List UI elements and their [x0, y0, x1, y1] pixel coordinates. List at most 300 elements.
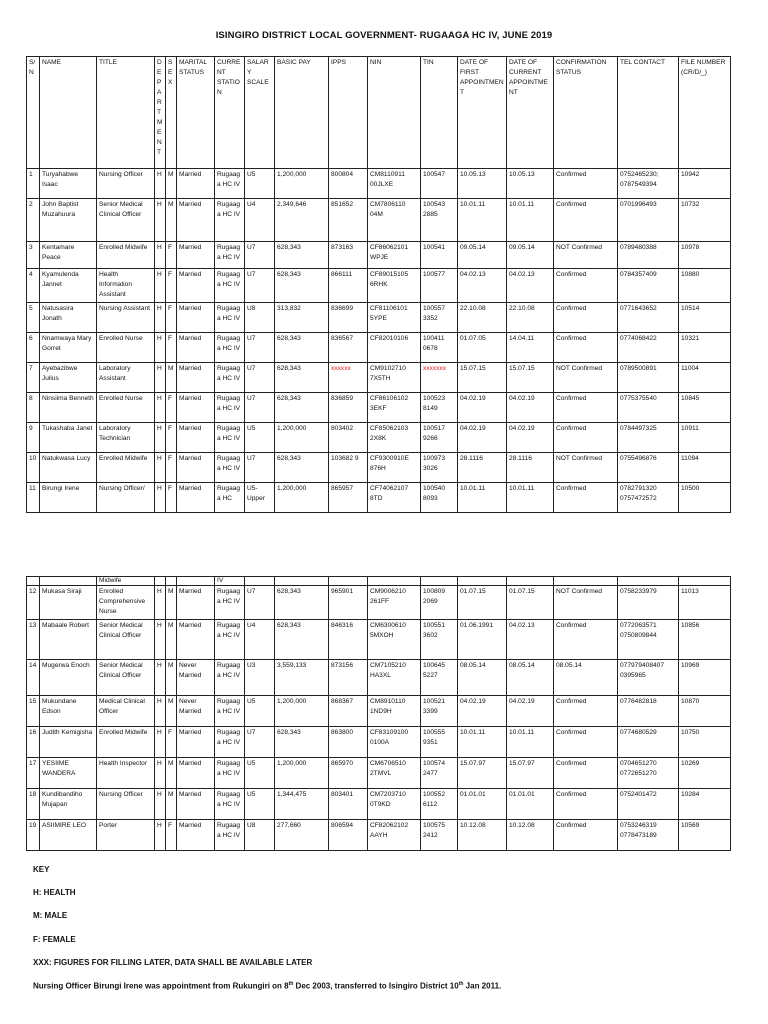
cell-department: H	[155, 333, 166, 363]
cell-first-appointment: 04.02.19	[458, 423, 507, 453]
cell-file-number: 10942	[679, 169, 731, 199]
key-female: F: FEMALE	[33, 935, 76, 944]
cell-basic-pay: 313,832	[275, 303, 329, 333]
cell-sn: 18	[27, 789, 40, 820]
header-ipps: IPPS	[329, 57, 368, 169]
header-department: DEPARTMENT	[155, 57, 166, 169]
cell-file-number: 10911	[679, 423, 731, 453]
cell-ipps	[329, 577, 368, 586]
cell-confirmation-status: Confirmed	[554, 169, 618, 199]
cell-file-number	[679, 577, 731, 586]
cell-name: Turyahabwe Isaac	[40, 169, 97, 199]
table-header-row	[27, 57, 731, 169]
cell-nin: CM8910110 1ND9H	[368, 696, 421, 727]
cell-tel-contact: 0782791320 0757472572	[618, 483, 679, 513]
cell-tel-contact: 0774068422	[618, 333, 679, 363]
cell-sn: 15	[27, 696, 40, 727]
cell-nin: CM7203710 0T9KD	[368, 789, 421, 820]
cell-sex: M	[166, 696, 177, 727]
cell-sn: 10	[27, 453, 40, 483]
table-row	[27, 758, 731, 789]
cell-sex	[166, 577, 177, 586]
cell-tin: 100574 2477	[421, 758, 458, 789]
cell-marital-status: Never Married	[177, 696, 215, 727]
cell-basic-pay: 3,559,133	[275, 660, 329, 696]
cell-first-appointment: 22.10.08	[458, 303, 507, 333]
cell-marital-status: Married	[177, 727, 215, 758]
cell-sex: F	[166, 727, 177, 758]
cell-basic-pay: 628,343	[275, 727, 329, 758]
cell-ipps: 836567	[329, 333, 368, 363]
cell-first-appointment: 04.02.13	[458, 269, 507, 303]
cell-salary-scale: U7	[245, 586, 275, 620]
cell-current-appointment: 01.01.01	[507, 789, 554, 820]
cell-marital-status: Married	[177, 199, 215, 242]
cell-salary-scale: U5	[245, 423, 275, 453]
cell-ipps: 103682 9	[329, 453, 368, 483]
cell-current-appointment: 28.1116	[507, 453, 554, 483]
cell-tin: 100523 8149	[421, 393, 458, 423]
cell-ipps: 965901	[329, 586, 368, 620]
cell-name: Ninsiima Benneth	[40, 393, 97, 423]
header-file-number: FILE NUMBER (CR/D/_)	[679, 57, 731, 169]
cell-file-number: 11004	[679, 363, 731, 393]
cell-confirmation-status: Confirmed	[554, 303, 618, 333]
cell-sn: 12	[27, 586, 40, 620]
cell-confirmation-status	[554, 577, 618, 586]
cell-file-number: 10321	[679, 333, 731, 363]
cell-sex: F	[166, 242, 177, 269]
cell-department: H	[155, 586, 166, 620]
table-row	[27, 727, 731, 758]
note-part-c: Jan 2011.	[463, 981, 502, 991]
cell-current-appointment: 04.02.19	[507, 423, 554, 453]
cell-sn: 17	[27, 758, 40, 789]
cell-marital-status: Married	[177, 423, 215, 453]
cell-confirmation-status: Confirmed	[554, 789, 618, 820]
cell-basic-pay: 1,344,475	[275, 789, 329, 820]
key-male: M: MALE	[33, 911, 68, 920]
cell-file-number: 10969	[679, 660, 731, 696]
cell-current-appointment: 22.10.08	[507, 303, 554, 333]
cell-confirmation-status: 08.05.14	[554, 660, 618, 696]
cell-file-number: 10284	[679, 789, 731, 820]
cell-salary-scale: U7	[245, 393, 275, 423]
cell-title: Enrolled Midwife	[97, 453, 155, 483]
cell-tel-contact: 0784497325	[618, 423, 679, 453]
note-part-b: Dec 2003, transferred to Isingiro District 10	[293, 981, 459, 991]
cell-sn: 2	[27, 199, 40, 242]
cell-basic-pay: 628,343	[275, 333, 329, 363]
cell-first-appointment: 09.05.14	[458, 242, 507, 269]
cell-department: H	[155, 269, 166, 303]
cell-name: YESIIME WANDERA	[40, 758, 97, 789]
cell-current-appointment: 09.05.14	[507, 242, 554, 269]
cell-marital-status: Married	[177, 483, 215, 513]
cell-ipps: 865970	[329, 758, 368, 789]
cell-ipps: 866111	[329, 269, 368, 303]
cell-basic-pay: 628,343	[275, 269, 329, 303]
cell-basic-pay: 2,349,646	[275, 199, 329, 242]
cell-name: Birungi Irene	[40, 483, 97, 513]
cell-sex: M	[166, 660, 177, 696]
cell-salary-scale: U7	[245, 333, 275, 363]
cell-name: Natukwasa Lucy	[40, 453, 97, 483]
header-first-appointment: DATE OF FIRST APPOINTMENT	[458, 57, 507, 169]
cell-department: H	[155, 453, 166, 483]
cell-basic-pay: 628,343	[275, 453, 329, 483]
table-row	[27, 199, 731, 242]
cell-confirmation-status: NOT Confirmed	[554, 363, 618, 393]
cell-ipps: 863800	[329, 727, 368, 758]
cell-sex: F	[166, 453, 177, 483]
cell-ipps: 865957	[329, 483, 368, 513]
table-row	[27, 393, 731, 423]
header-confirmation-status: CONFIRMATION STATUS	[554, 57, 618, 169]
cell-ipps: xxxxxx	[329, 363, 368, 393]
cell-marital-status: Married	[177, 269, 215, 303]
key-heading: KEY	[33, 865, 50, 874]
cell-title: Laboratory Technician	[97, 423, 155, 453]
table-row	[27, 303, 731, 333]
cell-title: Porter	[97, 820, 155, 851]
cell-nin: CF9300910E 876H	[368, 453, 421, 483]
cell-ipps: 868367	[329, 696, 368, 727]
cell-tel-contact: 0701996493	[618, 199, 679, 242]
cell-current-station: Rugaaga HC IV	[215, 453, 245, 483]
cell-ipps: 803401	[329, 789, 368, 820]
cell-current-appointment	[507, 577, 554, 586]
cell-first-appointment: 10.05.13	[458, 169, 507, 199]
key-xxx: XXX: FIGURES FOR FILLING LATER, DATA SHALL BE AVAILABLE LATER	[33, 958, 313, 967]
cell-marital-status: Married	[177, 586, 215, 620]
cell-tin: 100521 3399	[421, 696, 458, 727]
cell-file-number: 11094	[679, 453, 731, 483]
cell-department: H	[155, 423, 166, 453]
cell-department: H	[155, 696, 166, 727]
cell-title: Senior Medical Clinical Officer	[97, 199, 155, 242]
cell-tel-contact: 0753246319 0778473189	[618, 820, 679, 851]
cell-name: Judith Kemigisha	[40, 727, 97, 758]
cell-title: Laboratory Assistant	[97, 363, 155, 393]
cell-tel-contact: 0752465230; 0787549394	[618, 169, 679, 199]
table-row	[27, 453, 731, 483]
cell-file-number: 10856	[679, 620, 731, 660]
cell-confirmation-status: Confirmed	[554, 483, 618, 513]
cell-name: Mugerwa Enoch	[40, 660, 97, 696]
cell-tin	[421, 577, 458, 586]
cell-current-station: Rugaaga HC IV	[215, 789, 245, 820]
cell-marital-status: Married	[177, 393, 215, 423]
cell-first-appointment	[458, 577, 507, 586]
cell-salary-scale	[245, 577, 275, 586]
cell-current-station: Rugaaga HC IV	[215, 199, 245, 242]
cell-first-appointment: 04.02.19	[458, 393, 507, 423]
cell-sn	[27, 577, 40, 586]
cell-first-appointment: 10.01.11	[458, 483, 507, 513]
cell-tin: 100575 2412	[421, 820, 458, 851]
cell-name	[40, 577, 97, 586]
cell-confirmation-status: Confirmed	[554, 199, 618, 242]
cell-ipps: 836699	[329, 303, 368, 333]
cell-confirmation-status: Confirmed	[554, 758, 618, 789]
cell-nin: CF82062102 AAYH	[368, 820, 421, 851]
cell-salary-scale: U7	[245, 242, 275, 269]
header-tel-contact: TEL CONTACT	[618, 57, 679, 169]
table-row	[27, 483, 731, 513]
cell-first-appointment: 15.07.97	[458, 758, 507, 789]
cell-department: H	[155, 660, 166, 696]
cell-current-station: Rugaaga HC IV	[215, 393, 245, 423]
cell-basic-pay	[275, 577, 329, 586]
cell-salary-scale: U5-Upper	[245, 483, 275, 513]
cell-marital-status: Married	[177, 789, 215, 820]
cell-tin: 100577	[421, 269, 458, 303]
cell-sn: 4	[27, 269, 40, 303]
cell-tin: 100543 2885	[421, 199, 458, 242]
cell-sex: M	[166, 363, 177, 393]
cell-nin: CF85062103 2X8K	[368, 423, 421, 453]
cell-title: Enrolled Comprehensive Nurse	[97, 586, 155, 620]
cell-current-appointment: 10.05.13	[507, 169, 554, 199]
cell-current-station: Rugaaga HC IV	[215, 333, 245, 363]
cell-confirmation-status: Confirmed	[554, 820, 618, 851]
cell-confirmation-status: NOT Confirmed	[554, 242, 618, 269]
cell-title: Medical Clinical Officer	[97, 696, 155, 727]
cell-sn: 7	[27, 363, 40, 393]
document-title: ISINGIRO DISTRICT LOCAL GOVERNMENT- RUGAAGA HC IV, JUNE 2019	[215, 30, 553, 41]
cell-tin: 100645 5227	[421, 660, 458, 696]
cell-name: Nnamwaya Mary Gorret	[40, 333, 97, 363]
cell-current-appointment: 01.07.15	[507, 586, 554, 620]
cell-department: H	[155, 758, 166, 789]
cell-department: H	[155, 820, 166, 851]
cell-first-appointment: 10.12.08	[458, 820, 507, 851]
cell-tel-contact: 0789480388	[618, 242, 679, 269]
cell-salary-scale: U7	[245, 269, 275, 303]
cell-confirmation-status: NOT Confirmed	[554, 453, 618, 483]
cell-name: Kyamulenda Jannet	[40, 269, 97, 303]
cell-confirmation-status: Confirmed	[554, 696, 618, 727]
cell-department: H	[155, 303, 166, 333]
cell-sex: F	[166, 269, 177, 303]
cell-salary-scale: U8	[245, 820, 275, 851]
cell-current-station: Rugaaga HC IV	[215, 620, 245, 660]
cell-department: H	[155, 483, 166, 513]
cell-file-number: 10500	[679, 483, 731, 513]
staff-table-page-1	[26, 56, 731, 513]
cell-salary-scale: U5	[245, 789, 275, 820]
table-row	[27, 363, 731, 393]
cell-current-appointment: 10.01.11	[507, 727, 554, 758]
cell-salary-scale: U4	[245, 199, 275, 242]
header-marital-status: MARITAL STATUS	[177, 57, 215, 169]
header-title: TITLE	[97, 57, 155, 169]
cell-title: Enrolled Midwife	[97, 242, 155, 269]
cell-nin: CF89015105 6RHK	[368, 269, 421, 303]
cell-confirmation-status: Confirmed	[554, 727, 618, 758]
cell-first-appointment: 10.01.11	[458, 727, 507, 758]
cell-tin: 100547	[421, 169, 458, 199]
cell-confirmation-status: Confirmed	[554, 269, 618, 303]
header-sex: SEX	[166, 57, 177, 169]
cell-department: H	[155, 620, 166, 660]
cell-marital-status: Married	[177, 820, 215, 851]
cell-nin: CM6706510 2TMVL	[368, 758, 421, 789]
cell-department: H	[155, 789, 166, 820]
cell-ipps: 846316	[329, 620, 368, 660]
cell-sex: F	[166, 483, 177, 513]
cell-file-number: 10845	[679, 393, 731, 423]
cell-confirmation-status: Confirmed	[554, 333, 618, 363]
cell-sex: M	[166, 586, 177, 620]
cell-current-appointment: 04.02.19	[507, 696, 554, 727]
cell-tel-contact: 0755496876	[618, 453, 679, 483]
cell-sn: 13	[27, 620, 40, 660]
cell-file-number: 10880	[679, 269, 731, 303]
cell-name: Ayebazibwe Julius	[40, 363, 97, 393]
cell-current-station: Rugaaga HC IV	[215, 758, 245, 789]
cell-sn: 3	[27, 242, 40, 269]
cell-department: H	[155, 363, 166, 393]
cell-tin: 100552 6112	[421, 789, 458, 820]
cell-marital-status: Married	[177, 333, 215, 363]
cell-sn: 14	[27, 660, 40, 696]
cell-nin: CF83109100 0100A	[368, 727, 421, 758]
continued-row	[27, 577, 731, 586]
cell-name: Natusasira Jonath	[40, 303, 97, 333]
header-name: NAME	[40, 57, 97, 169]
header-tin: TIN	[421, 57, 458, 169]
cell-basic-pay: 1,200,000	[275, 169, 329, 199]
cell-sex: M	[166, 620, 177, 660]
cell-basic-pay: 1,200,000	[275, 696, 329, 727]
cell-sex: M	[166, 789, 177, 820]
cell-basic-pay: 628,343	[275, 586, 329, 620]
cell-tel-contact: 0774680529	[618, 727, 679, 758]
cell-ipps: 873163	[329, 242, 368, 269]
cell-name: Tukashaba Janet	[40, 423, 97, 453]
cell-marital-status	[177, 577, 215, 586]
cell-tel-contact: 0789500891	[618, 363, 679, 393]
cell-nin: CM8110911 00JLXE	[368, 169, 421, 199]
table-row	[27, 423, 731, 453]
cell-first-appointment: 28.1116	[458, 453, 507, 483]
cell-current-appointment: 04.02.13	[507, 269, 554, 303]
cell-tin: 100555 9351	[421, 727, 458, 758]
table-row	[27, 269, 731, 303]
cell-tel-contact: 0704651270 0772651270	[618, 758, 679, 789]
table-row	[27, 696, 731, 727]
cell-nin: CM7806110 04M	[368, 199, 421, 242]
cell-marital-status: Married	[177, 363, 215, 393]
cell-name: Mabaale Robert	[40, 620, 97, 660]
cell-basic-pay: 628,343	[275, 363, 329, 393]
cell-title: Enrolled Midwife	[97, 727, 155, 758]
cell-tin: 100557 3352	[421, 303, 458, 333]
cell-current-station: IV	[215, 577, 245, 586]
cell-sn: 8	[27, 393, 40, 423]
cell-current-station: Rugaaga HC IV	[215, 696, 245, 727]
cell-department: H	[155, 169, 166, 199]
cell-title: Nursing Assistant	[97, 303, 155, 333]
cell-title: Nursing Officer/	[97, 483, 155, 513]
cell-nin: CF81106101 5YPE	[368, 303, 421, 333]
header-basic-pay: BASIC PAY	[275, 57, 329, 169]
cell-sex: M	[166, 199, 177, 242]
cell-confirmation-status: Confirmed	[554, 393, 618, 423]
cell-ipps: 800804	[329, 169, 368, 199]
table-row	[27, 586, 731, 620]
cell-sn: 11	[27, 483, 40, 513]
table-row	[27, 789, 731, 820]
cell-sex: F	[166, 333, 177, 363]
cell-title: Health Inspector	[97, 758, 155, 789]
cell-department	[155, 577, 166, 586]
table-row	[27, 620, 731, 660]
cell-current-station: Rugaaga HC IV	[215, 363, 245, 393]
cell-ipps: 803402	[329, 423, 368, 453]
cell-tin: 100411 0678	[421, 333, 458, 363]
staff-table-page-2	[26, 576, 731, 851]
cell-nin: CM6300610 5MXOH	[368, 620, 421, 660]
cell-sn: 16	[27, 727, 40, 758]
cell-salary-scale: U8	[245, 303, 275, 333]
table-row	[27, 660, 731, 696]
cell-file-number: 10750	[679, 727, 731, 758]
cell-current-station: Rugaaga HC IV	[215, 242, 245, 269]
cell-tel-contact: 0771643652	[618, 303, 679, 333]
cell-current-appointment: 10.12.08	[507, 820, 554, 851]
note-sup-1: th	[288, 981, 294, 987]
cell-current-station: Rugaaga HC IV	[215, 727, 245, 758]
cell-basic-pay: 628,343	[275, 393, 329, 423]
cell-title: Health Information Assistant	[97, 269, 155, 303]
cell-basic-pay: 1,200,000	[275, 423, 329, 453]
cell-tin: xxxxxxx	[421, 363, 458, 393]
cell-first-appointment: 01.01.01	[458, 789, 507, 820]
cell-first-appointment: 08.05.14	[458, 660, 507, 696]
cell-tel-contact: 077979408407 0395965	[618, 660, 679, 696]
cell-salary-scale: U5	[245, 758, 275, 789]
cell-sex: F	[166, 423, 177, 453]
cell-confirmation-status: Confirmed	[554, 620, 618, 660]
cell-salary-scale: U5	[245, 169, 275, 199]
cell-name: Kundibandiho Mujapan	[40, 789, 97, 820]
cell-first-appointment: 10.01.11	[458, 199, 507, 242]
cell-current-appointment: 10.01.11	[507, 199, 554, 242]
cell-marital-status: Married	[177, 453, 215, 483]
cell-department: H	[155, 242, 166, 269]
cell-nin: CF82010106	[368, 333, 421, 363]
table-row	[27, 820, 731, 851]
cell-nin: CF86106102 3EKF	[368, 393, 421, 423]
cell-tin: 100540 8093	[421, 483, 458, 513]
cell-basic-pay: 1,200,000	[275, 483, 329, 513]
cell-title: Enrolled Nurse	[97, 333, 155, 363]
cell-sn: 6	[27, 333, 40, 363]
cell-sex: M	[166, 169, 177, 199]
cell-ipps: 851652	[329, 199, 368, 242]
cell-file-number: 10978	[679, 242, 731, 269]
cell-tin: 100551 3602	[421, 620, 458, 660]
table-row	[27, 242, 731, 269]
cell-ipps: 873156	[329, 660, 368, 696]
cell-name: John Baptist Muzahuura	[40, 199, 97, 242]
cell-sn: 19	[27, 820, 40, 851]
cell-current-station: Rugaaga HC IV	[215, 820, 245, 851]
cell-first-appointment: 01.06.1991	[458, 620, 507, 660]
